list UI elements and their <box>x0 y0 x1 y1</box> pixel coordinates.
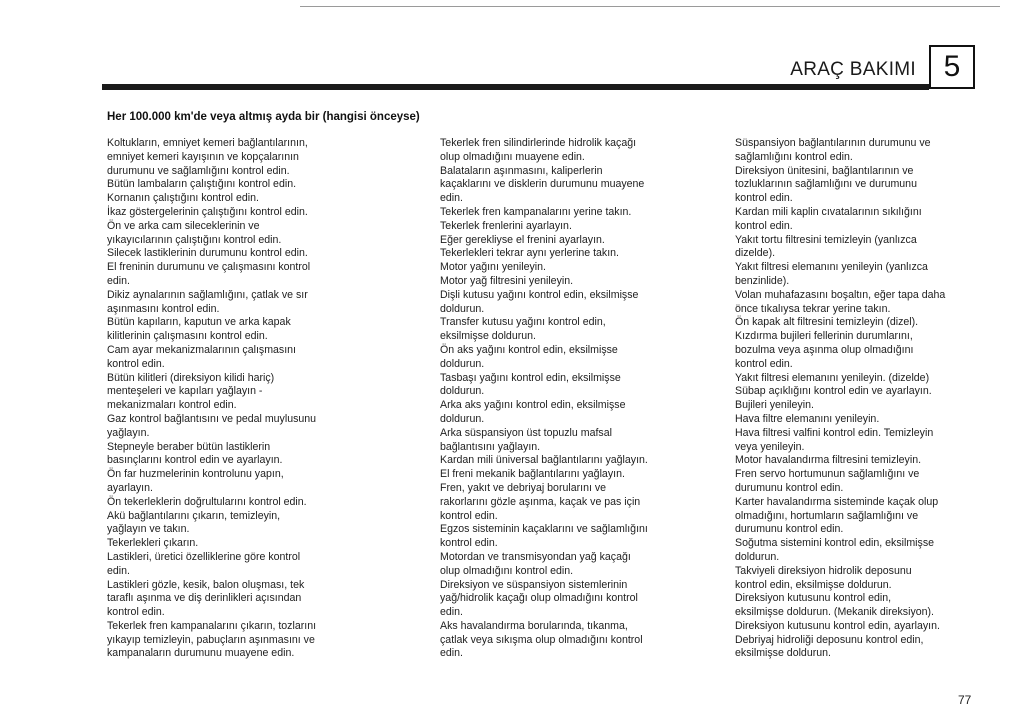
text-line: Tekerlek frenlerini ayarlayın. <box>440 219 572 232</box>
text-line: doldurun. <box>440 302 485 315</box>
text-line: edin. <box>107 564 130 577</box>
text-line: Dikiz aynalarının sağlamlığını, çatlak ve sır <box>107 288 308 301</box>
text-line: eksilmişse doldurun. <box>440 330 536 343</box>
text-line: mekanizmaları kontrol edin. <box>107 399 237 412</box>
text-line: El freninin durumunu ve çalışmasını kontrol <box>107 261 311 274</box>
text-line: edin. <box>107 274 130 287</box>
text-line: Soğutma sistemini kontrol edin, eksilmişse <box>735 537 935 550</box>
text-line: basınçlarını kontrol edin ve ayarlayın. <box>107 454 283 467</box>
text-line: yıkayıcılarının çalıştığını kontrol edin. <box>107 233 282 246</box>
text-line: Karter havalandırma sisteminde kaçak olup <box>735 495 939 508</box>
text-line: Tasbaşı yağını kontrol edin, eksilmişse <box>440 371 621 384</box>
text-line: Bujileri yenileyin. <box>735 399 814 412</box>
text-line: Fren servo hortumunun sağlamlığını ve <box>735 468 920 481</box>
text-line: kontrol edin. <box>107 357 165 370</box>
text-line: bozulma veya aşınma olup olmadığını <box>735 343 914 356</box>
text-line: durumunu kontrol edin. <box>735 481 844 494</box>
text-line: veya yenileyin. <box>735 440 805 453</box>
text-line: sağlamlığını kontrol edin. <box>735 150 853 163</box>
text-line: Bütün kapıların, kaputun ve arka kapak <box>107 316 291 329</box>
text-line: rakorlarını gözle aşınma, kaçak ve pas için <box>440 495 641 508</box>
text-line: yağ/hidrolik kaçağı olup olmadığını kontrol <box>440 592 638 605</box>
chapter-title: ARAÇ BAKIMI <box>790 59 916 80</box>
text-line: önce tıkalıysa tekrar yerine takın. <box>735 302 891 315</box>
text-line: Yakıt tortu filtresini temizleyin (yanlızca <box>735 233 917 246</box>
text-line: Stepneyle beraber bütün lastiklerin <box>107 440 271 453</box>
text-line: İkaz göstergelerinin çalıştığını kontrol edin. <box>107 205 308 218</box>
text-line: olup olmadığını muayene edin. <box>440 150 585 163</box>
text-line: Tekerlek fren silindirlerinde hidrolik kaçağı <box>440 137 637 149</box>
text-line: Tekerlekleri çıkarın. <box>107 537 199 550</box>
text-line: durumunu kontrol edin. <box>735 523 844 536</box>
text-line: Fren, yakıt ve debriyaj borularını ve <box>440 481 607 494</box>
text-line: emniyet kemeri kayışının ve kopçalarının <box>107 150 299 163</box>
text-line: Eğer gerekliyse el frenini ayarlayın. <box>440 233 605 246</box>
text-line: doldurun. <box>440 412 485 425</box>
text-line: kontrol edin. <box>735 357 793 370</box>
text-line: Tekerlek fren kampanalarını çıkarın, tozlarını <box>107 619 317 632</box>
text-line: Balataların aşınmasını, kaliperlerin <box>440 164 603 177</box>
text-column-1 <box>107 137 316 661</box>
text-line: Cam ayar mekanizmalarının çalışmasını <box>107 343 296 356</box>
text-line: kontrol edin. <box>440 537 498 550</box>
section-heading: Her 100.000 km'de veya altmış ayda bir (hangisi önceyse) <box>107 111 420 123</box>
header-rule <box>102 84 929 90</box>
text-line: Transfer kutusu yağını kontrol edin, <box>440 316 606 329</box>
text-line: doldurun. <box>440 385 485 398</box>
text-line: Kızdırma bujileri fellerinin durumlarını, <box>735 330 913 343</box>
text-line: kontrol edin. <box>735 219 793 232</box>
text-line: dizelde). <box>735 247 776 260</box>
text-line: Tekerlekleri tekrar aynı yerlerine takın. <box>440 247 619 260</box>
text-column-3 <box>735 137 945 661</box>
text-line: eksilmişse doldurun. <box>735 647 831 660</box>
text-line: aşınmasını kontrol edin. <box>107 302 220 315</box>
text-line: Koltukların, emniyet kemeri bağlantılarının, <box>107 137 308 149</box>
text-line: Motor yağını yenileyin. <box>440 261 546 274</box>
text-line: Takviyeli direksiyon hidrolik deposunu <box>735 564 912 577</box>
text-line: kampanaların durumunu muayene edin. <box>107 647 295 660</box>
text-line: Süspansiyon bağlantılarının durumunu ve <box>735 137 931 149</box>
text-line: Kardan mili kaplin cıvatalarının sıkılığını <box>735 205 922 218</box>
text-line: Arka süspansiyon üst topuzlu mafsal <box>440 426 612 439</box>
text-line: Bütün lambaların çalıştığını kontrol edin. <box>107 178 297 191</box>
text-line: Bütün kilitleri (direksiyon kilidi hariç) <box>107 371 275 384</box>
text-line: tozluklarının sağlamlığını ve durumunu <box>735 178 917 191</box>
text-line: Ön aks yağını kontrol edin, eksilmişse <box>440 343 618 356</box>
text-line: Volan muhafazasını boşaltın, eğer tapa daha <box>735 288 946 301</box>
text-line: bağlantısını yağlayın. <box>440 440 541 453</box>
text-line: doldurun. <box>735 550 780 563</box>
chapter-number: 5 <box>943 50 961 83</box>
text-line: edin. <box>440 192 463 205</box>
text-line: Hava filtre elemanını yenileyin. <box>735 412 880 425</box>
text-line: Direksiyon ünitesini, bağlantılarının ve <box>735 164 914 177</box>
text-line: benzinlide). <box>735 274 790 287</box>
text-line: Lastikleri, üretici özelliklerine göre kontrol <box>107 550 301 563</box>
text-column-2 <box>440 137 648 661</box>
text-line: Sübap açıklığını kontrol edin ve ayarlayın. <box>735 385 932 398</box>
text-line: Aks havalandırma borularında, tıkanma, <box>440 619 628 632</box>
text-line: ayarlayın. <box>107 481 153 494</box>
text-line: Direksiyon kutusunu kontrol edin, <box>735 592 892 605</box>
text-line: durumunu ve sağlamlığını kontrol edin. <box>107 164 290 177</box>
text-line: Motordan ve transmisyondan yağ kaçağı <box>440 550 631 563</box>
text-line: kontrol edin. <box>735 192 793 205</box>
text-line: Gaz kontrol bağlantısını ve pedal muylusunu <box>107 412 317 425</box>
page-number: 77 <box>958 693 972 707</box>
text-line: kontrol edin. <box>440 509 498 522</box>
text-line: Ön ve arka cam sileceklerinin ve <box>107 219 260 232</box>
text-line: olup olmadığını kontrol edin. <box>440 564 574 577</box>
text-line: Motor yağ filtresini yenileyin. <box>440 274 574 287</box>
text-line: Dişli kutusu yağını kontrol edin, eksilmişse <box>440 288 639 301</box>
text-line: yağlayın ve takın. <box>107 523 190 536</box>
text-line: Direksiyon kutusunu kontrol edin, ayarlayın. <box>735 619 940 632</box>
text-line: Arka aks yağını kontrol edin, eksilmişse <box>440 399 626 412</box>
top-edge-line <box>300 6 1000 7</box>
text-line: doldurun. <box>440 357 485 370</box>
text-line: Direksiyon ve süspansiyon sistemlerinin <box>440 578 628 591</box>
text-line: El freni mekanik bağlantılarını yağlayın. <box>440 468 625 481</box>
text-line: yağlayın. <box>107 426 150 439</box>
text-line: kontrol edin. <box>107 606 165 619</box>
text-line: Debriyaj hidroliği deposunu kontrol edin, <box>735 633 924 646</box>
text-line: Kardan mili üniversal bağlantılarını yağlayın. <box>440 454 648 467</box>
text-line: taraflı aşınma ve diş derinlikleri açısından <box>107 592 302 605</box>
text-line: eksilmişse doldurun. (Mekanik direksiyon). <box>735 606 935 619</box>
text-line: çatlak veya sıkışma olup olmadığını kontrol <box>440 633 643 646</box>
text-line: kaçaklarını ve disklerin durumunu muayene <box>440 178 645 191</box>
text-line: yıkayıp temizleyin, pabuçların aşınmasını ve <box>107 633 315 646</box>
text-line: edin. <box>440 647 463 660</box>
text-line: menteşeleri ve kapıları yağlayın - <box>107 385 263 398</box>
text-line: Motor havalandırma filtresini temizleyin. <box>735 454 922 467</box>
text-line: Yakıt filtresi elemanını yenileyin (yanlızca <box>735 261 928 274</box>
text-line: Ön kapak alt filtresini temizleyin (dizel). <box>735 316 919 329</box>
text-line: Hava filtresi valfini kontrol edin. Temizleyin <box>735 426 934 439</box>
text-line: Egzos sisteminin kaçaklarını ve sağlamlığını <box>440 523 648 536</box>
text-line: Kornanın çalıştığını kontrol edin. <box>107 192 259 205</box>
text-line: kilitlerinin çalışmasını kontrol edin. <box>107 330 268 343</box>
chapter-number-box <box>929 45 975 89</box>
text-line: Akü bağlantılarını çıkarın, temizleyin, <box>107 509 281 522</box>
text-line: Lastikleri gözle, kesik, balon oluşması, tek <box>107 578 305 591</box>
text-line: edin. <box>440 606 463 619</box>
text-line: Ön tekerleklerin doğrultularını kontrol edin. <box>107 495 307 508</box>
text-line: Yakıt filtresi elemanını yenileyin. (dizelde) <box>735 371 930 384</box>
text-line: kontrol edin, eksilmişse doldurun. <box>735 578 892 591</box>
text-line: olmadığını, hortumların sağlamlığını ve <box>735 509 919 522</box>
text-line: Tekerlek fren kampanalarını yerine takın. <box>440 205 632 218</box>
text-line: Silecek lastiklerinin durumunu kontrol edin. <box>107 247 308 260</box>
text-line: Ön far huzmelerinin kontrolunu yapın, <box>107 468 284 481</box>
